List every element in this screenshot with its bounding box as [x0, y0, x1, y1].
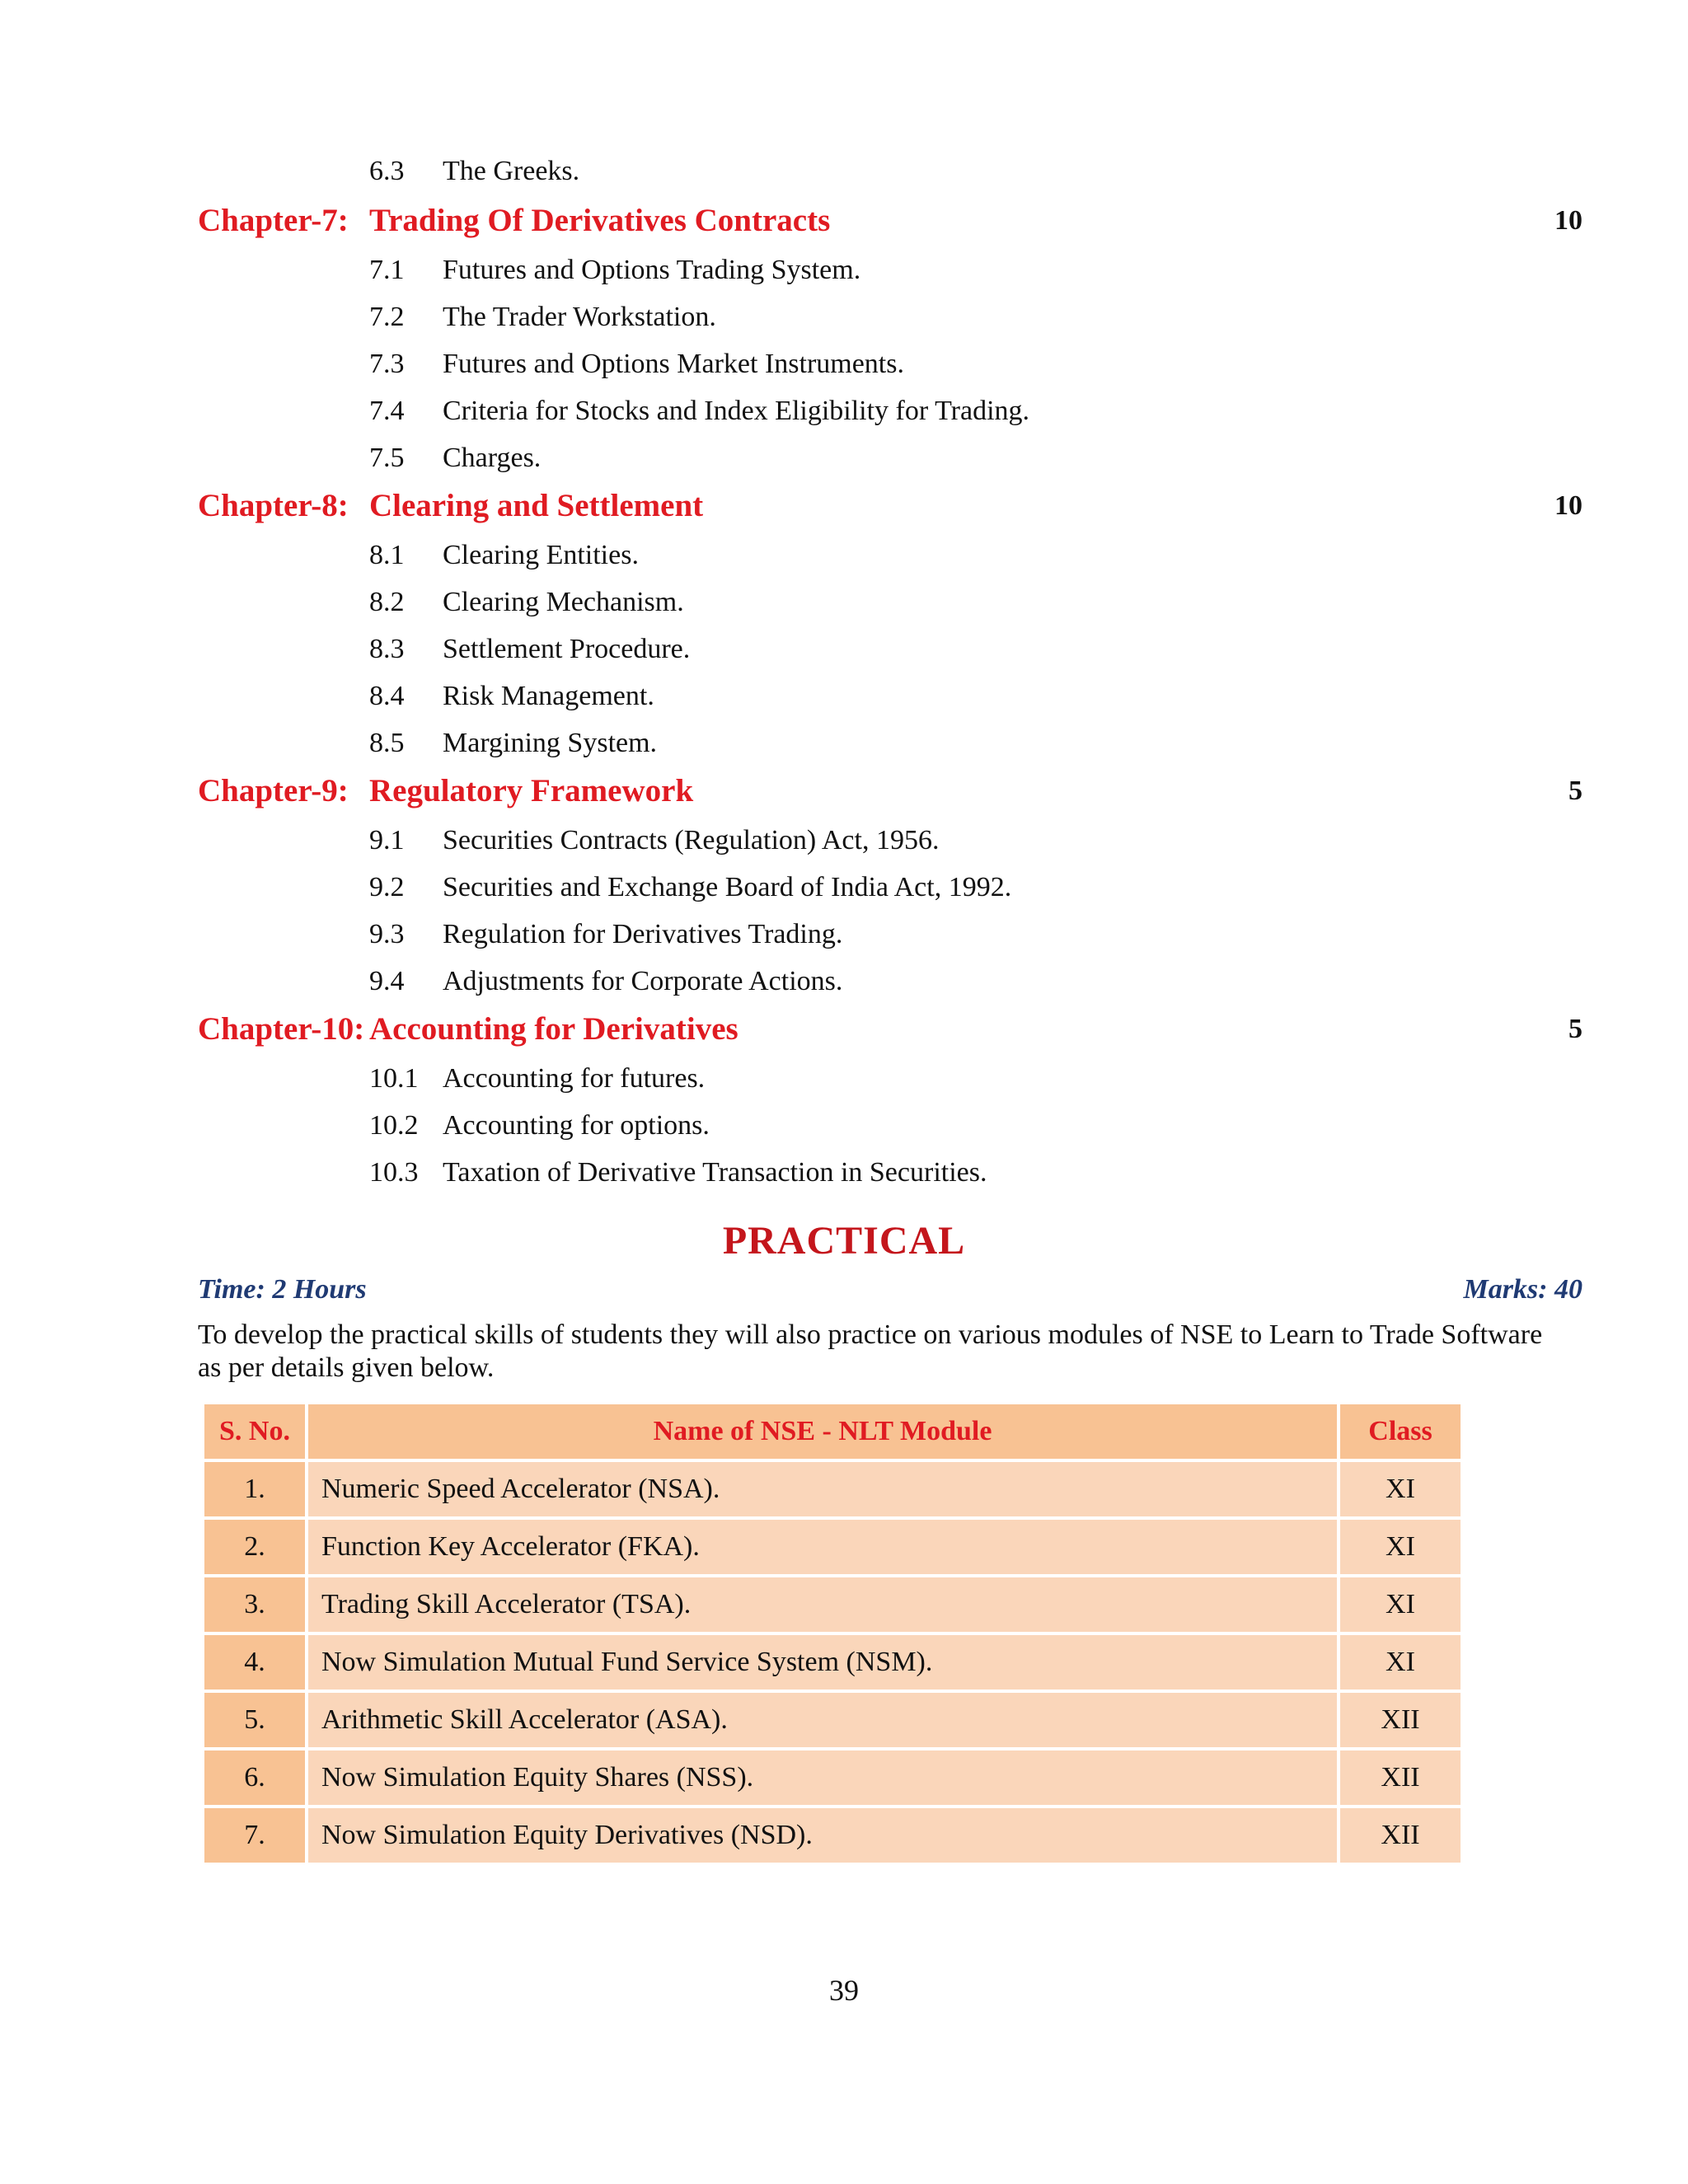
- subtopic-number: 8.1: [369, 540, 405, 570]
- cell-class: XI: [1340, 1462, 1461, 1516]
- page-number: 39: [829, 1974, 859, 2007]
- table-row: [204, 1750, 1461, 1805]
- cell-sno: 2.: [204, 1520, 305, 1574]
- chapter-label: Chapter-10:: [198, 1011, 365, 1047]
- subtopic-row: [198, 247, 1582, 293]
- cell-module-name: Now Simulation Mutual Fund Service System (NSM).: [308, 1635, 1337, 1690]
- subtopic-row: [198, 818, 1582, 864]
- subtopic-text: Futures and Options Trading System.: [443, 255, 861, 285]
- subtopic-number: 8.3: [369, 634, 405, 664]
- subtopic-number: 6.3: [369, 156, 405, 186]
- cell-module-name: Numeric Speed Accelerator (NSA).: [308, 1462, 1337, 1516]
- chapter-marks: 5: [1568, 1014, 1582, 1044]
- chapter-label: Chapter-9:: [198, 773, 349, 808]
- table-header-row: [204, 1404, 1461, 1459]
- subtopic-row: [198, 958, 1582, 1005]
- subtopic-number: 7.3: [369, 349, 405, 379]
- subtopic-number: 7.5: [369, 443, 405, 473]
- subtopic-row: [198, 388, 1582, 434]
- chapter-heading-9: [198, 766, 1582, 813]
- time-label: Time: 2 Hours: [198, 1274, 367, 1305]
- subtopic-text: Accounting for futures.: [443, 1063, 706, 1094]
- subtopic-text: Securities and Exchange Board of India Act, 1992.: [443, 872, 1012, 902]
- subtopic-number: 8.4: [369, 681, 405, 711]
- table-row: [204, 1520, 1461, 1574]
- cell-module-name: Trading Skill Accelerator (TSA).: [308, 1577, 1337, 1632]
- subtopic-row: [198, 1150, 1582, 1196]
- subtopic-row: [198, 865, 1582, 911]
- subtopic-text: Securities Contracts (Regulation) Act, 1956.: [443, 825, 940, 855]
- cell-sno: 1.: [204, 1462, 305, 1516]
- subtopic-text: Futures and Options Market Instruments.: [443, 349, 904, 379]
- subtopic-text: Clearing Mechanism.: [443, 587, 684, 617]
- cell-sno: 5.: [204, 1693, 305, 1747]
- cell-module-name: Now Simulation Equity Shares (NSS).: [308, 1750, 1337, 1805]
- subtopic-number: 9.4: [369, 966, 405, 996]
- subtopic-number: 9.3: [369, 919, 405, 949]
- chapter-title: Trading Of Derivatives Contracts: [369, 203, 831, 238]
- chapter-title: Regulatory Framework: [369, 773, 694, 808]
- subtopic-number: 8.2: [369, 587, 405, 617]
- column-header-module: Name of NSE - NLT Module: [308, 1404, 1337, 1459]
- cell-class: XII: [1340, 1750, 1461, 1805]
- chapter-marks: 10: [1554, 205, 1582, 236]
- chapter-label: Chapter-8:: [198, 488, 349, 523]
- subtopic-row: [198, 294, 1582, 340]
- subtopic-number: 7.1: [369, 255, 405, 285]
- cell-class: XI: [1340, 1577, 1461, 1632]
- subtopic-number: 10.1: [369, 1063, 419, 1094]
- subtopic-row: [198, 1103, 1582, 1149]
- subtopic-text: Clearing Entities.: [443, 540, 639, 570]
- chapter-label: Chapter-7:: [198, 203, 349, 238]
- cell-class: XII: [1340, 1693, 1461, 1747]
- chapter-marks: 10: [1554, 490, 1582, 521]
- subtopic-number: 7.2: [369, 302, 405, 332]
- subtopic-text: Taxation of Derivative Transaction in Securities.: [443, 1157, 987, 1188]
- subtopic-number: 9.1: [369, 825, 405, 855]
- chapter-heading-7: [198, 196, 1582, 242]
- chapter-heading-8: [198, 481, 1582, 527]
- practical-intro: To develop the practical skills of students they will also practice on various modules of NSE to Learn to Trade Software as per details given below.: [198, 1319, 1543, 1383]
- subtopic-row: [198, 912, 1582, 958]
- chapter-heading-10: [198, 1005, 1582, 1051]
- subtopic-text: Accounting for options.: [443, 1110, 710, 1141]
- subtopic-row: [198, 1056, 1582, 1102]
- cell-sno: 7.: [204, 1808, 305, 1863]
- subtopic-row: [198, 148, 1582, 194]
- subtopic-text: The Greeks.: [443, 156, 580, 186]
- table-row: [204, 1693, 1461, 1747]
- subtopic-row: [198, 341, 1582, 387]
- subtopic-row: [198, 579, 1582, 626]
- subtopic-number: 8.5: [369, 728, 405, 758]
- subtopic-text: Margining System.: [443, 728, 658, 758]
- subtopic-number: 9.2: [369, 872, 405, 902]
- table-row: [204, 1635, 1461, 1690]
- cell-module-name: Function Key Accelerator (FKA).: [308, 1520, 1337, 1574]
- subtopic-row: [198, 435, 1582, 481]
- table-row: [204, 1808, 1461, 1863]
- column-header-class: Class: [1340, 1404, 1461, 1459]
- subtopic-number: 10.2: [369, 1110, 419, 1141]
- modules-table: [201, 1401, 1464, 1866]
- subtopic-row: [198, 673, 1582, 719]
- subtopic-number: 10.3: [369, 1157, 419, 1188]
- cell-sno: 4.: [204, 1635, 305, 1690]
- chapter-title: Clearing and Settlement: [369, 488, 704, 523]
- subtopic-text: Regulation for Derivatives Trading.: [443, 919, 843, 949]
- subtopic-row: [198, 532, 1582, 579]
- table-row: [204, 1462, 1461, 1516]
- marks-label: Marks: 40: [1463, 1274, 1582, 1305]
- cell-class: XII: [1340, 1808, 1461, 1863]
- cell-class: XI: [1340, 1635, 1461, 1690]
- cell-module-name: Now Simulation Equity Derivatives (NSD).: [308, 1808, 1337, 1863]
- subtopic-text: Criteria for Stocks and Index Eligibility for Trading.: [443, 396, 1030, 426]
- subtopic-row: [198, 720, 1582, 766]
- subtopic-row: [198, 626, 1582, 673]
- subtopic-text: Charges.: [443, 443, 542, 473]
- chapter-marks: 5: [1568, 776, 1582, 806]
- cell-sno: 6.: [204, 1750, 305, 1805]
- subtopic-text: Risk Management.: [443, 681, 654, 711]
- cell-module-name: Arithmetic Skill Accelerator (ASA).: [308, 1693, 1337, 1747]
- chapter-title: Accounting for Derivatives: [369, 1011, 738, 1047]
- subtopic-text: Settlement Procedure.: [443, 634, 691, 664]
- subtopic-text: Adjustments for Corporate Actions.: [443, 966, 843, 996]
- column-header-sno: S. No.: [204, 1404, 305, 1459]
- subtopic-number: 7.4: [369, 396, 405, 426]
- practical-heading: PRACTICAL: [722, 1219, 966, 1263]
- subtopic-text: The Trader Workstation.: [443, 302, 716, 332]
- cell-class: XI: [1340, 1520, 1461, 1574]
- cell-sno: 3.: [204, 1577, 305, 1632]
- table-row: [204, 1577, 1461, 1632]
